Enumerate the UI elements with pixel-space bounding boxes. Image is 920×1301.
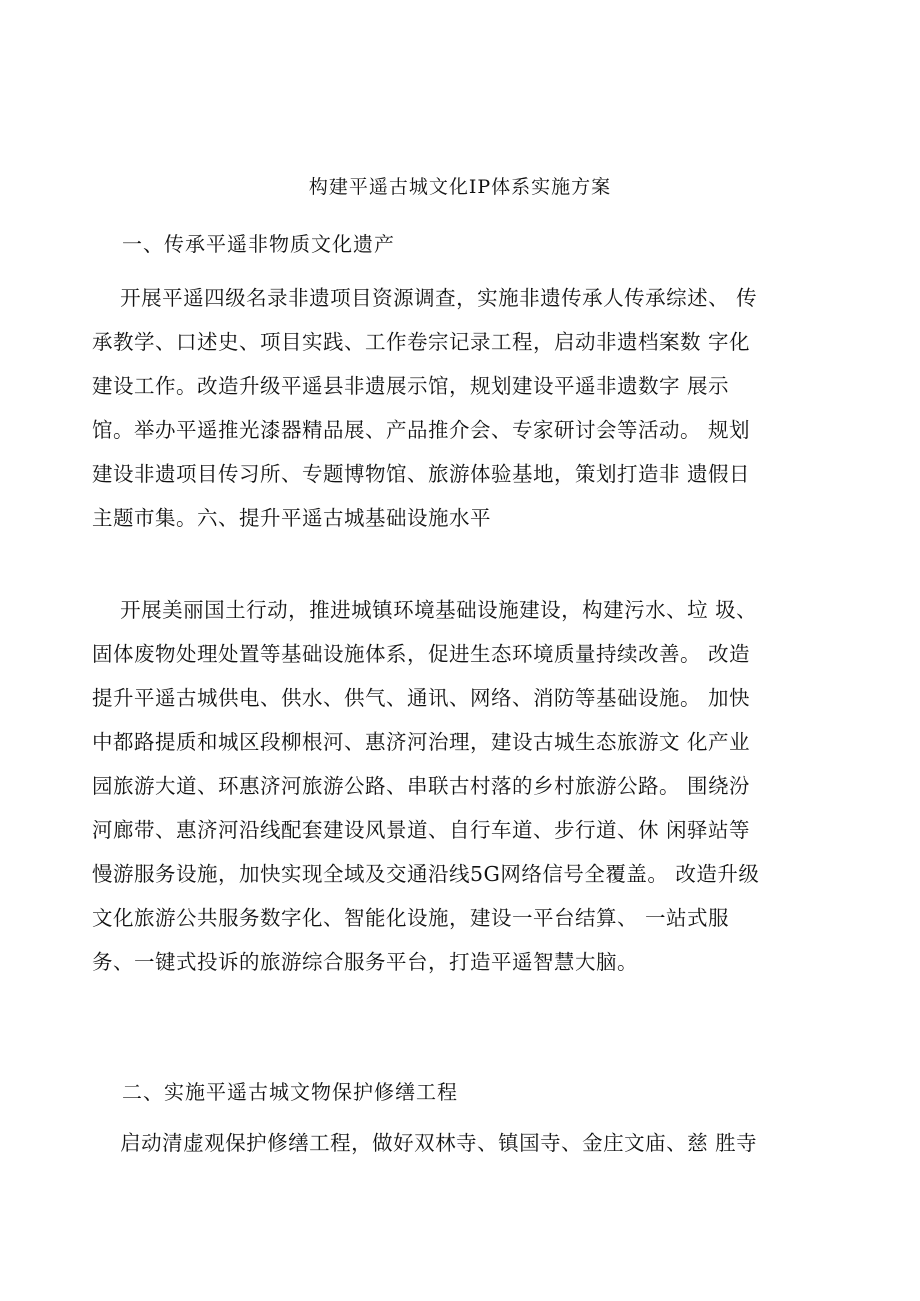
paragraph-1 xyxy=(92,276,852,540)
paragraph-line: 承教学、口述史、项目实践、工作卷宗记录工程，启动非遗档案数 字化 xyxy=(92,330,751,354)
paragraph-line: 主题市集。六、提升平遥古城基础设施水平 xyxy=(92,506,491,530)
paragraph-2 xyxy=(92,588,852,984)
paragraph-line: 开展美丽国土行动，推进城镇环境基础设施建设，构建污水、垃 圾、 xyxy=(92,598,758,622)
paragraph-line: 启动清虚观保护修缮工程，做好双林寺、镇国寺、金庄文庙、慈 胜寺 xyxy=(92,1131,758,1155)
paragraph-line: 馆。举办平遥推光漆器精品展、产品推介会、专家研讨会等活动。 规划 xyxy=(92,418,751,442)
paragraph-line: 园旅游大道、环惠济河旅游公路、串联古村落的乡村旅游公路。 围绕汾 xyxy=(92,774,751,798)
paragraph-line: 建设非遗项目传习所、专题博物馆、旅游体验基地，策划打造非 遗假日 xyxy=(92,462,751,486)
paragraph-line: 提升平遥古城供电、供水、供气、通讯、网络、消防等基础设施。 加快 xyxy=(92,686,751,710)
paragraph-3 xyxy=(92,1121,852,1165)
section-heading-2: 二、实施平遥古城文物保护修缮工程 xyxy=(122,1080,458,1104)
paragraph-line: 开展平遥四级名录非遗项目资源调查，实施非遗传承人传承综述、 传 xyxy=(92,286,758,310)
paragraph-line: 建设工作。改造升级平遥县非遗展示馆，规划建设平遥非遗数字 展示 xyxy=(92,374,730,398)
paragraph-line: 慢游服务设施，加快实现全域及交通沿线5G网络信号全覆盖。 改造升级 xyxy=(92,862,760,886)
paragraph-line: 中都路提质和城区段柳根河、惠济河治理，建设古城生态旅游文 化产业 xyxy=(92,730,751,754)
paragraph-line: 务、一键式投诉的旅游综合服务平台，打造平遥智慧大脑。 xyxy=(92,950,638,974)
paragraph-line: 文化旅游公共服务数字化、智能化设施，建设一平台结算、 一站式服 xyxy=(92,906,730,930)
section-heading-1: 一、传承平遥非物质文化遗产 xyxy=(122,232,395,256)
document-title: 构建平遥古城文化IP体系实施方案 xyxy=(308,176,612,198)
paragraph-line: 固体废物处理处置等基础设施体系，促进生态环境质量持续改善。 改造 xyxy=(92,642,751,666)
paragraph-line: 河廊带、惠济河沿线配套建设风景道、自行车道、步行道、休 闲驿站等 xyxy=(92,818,751,842)
